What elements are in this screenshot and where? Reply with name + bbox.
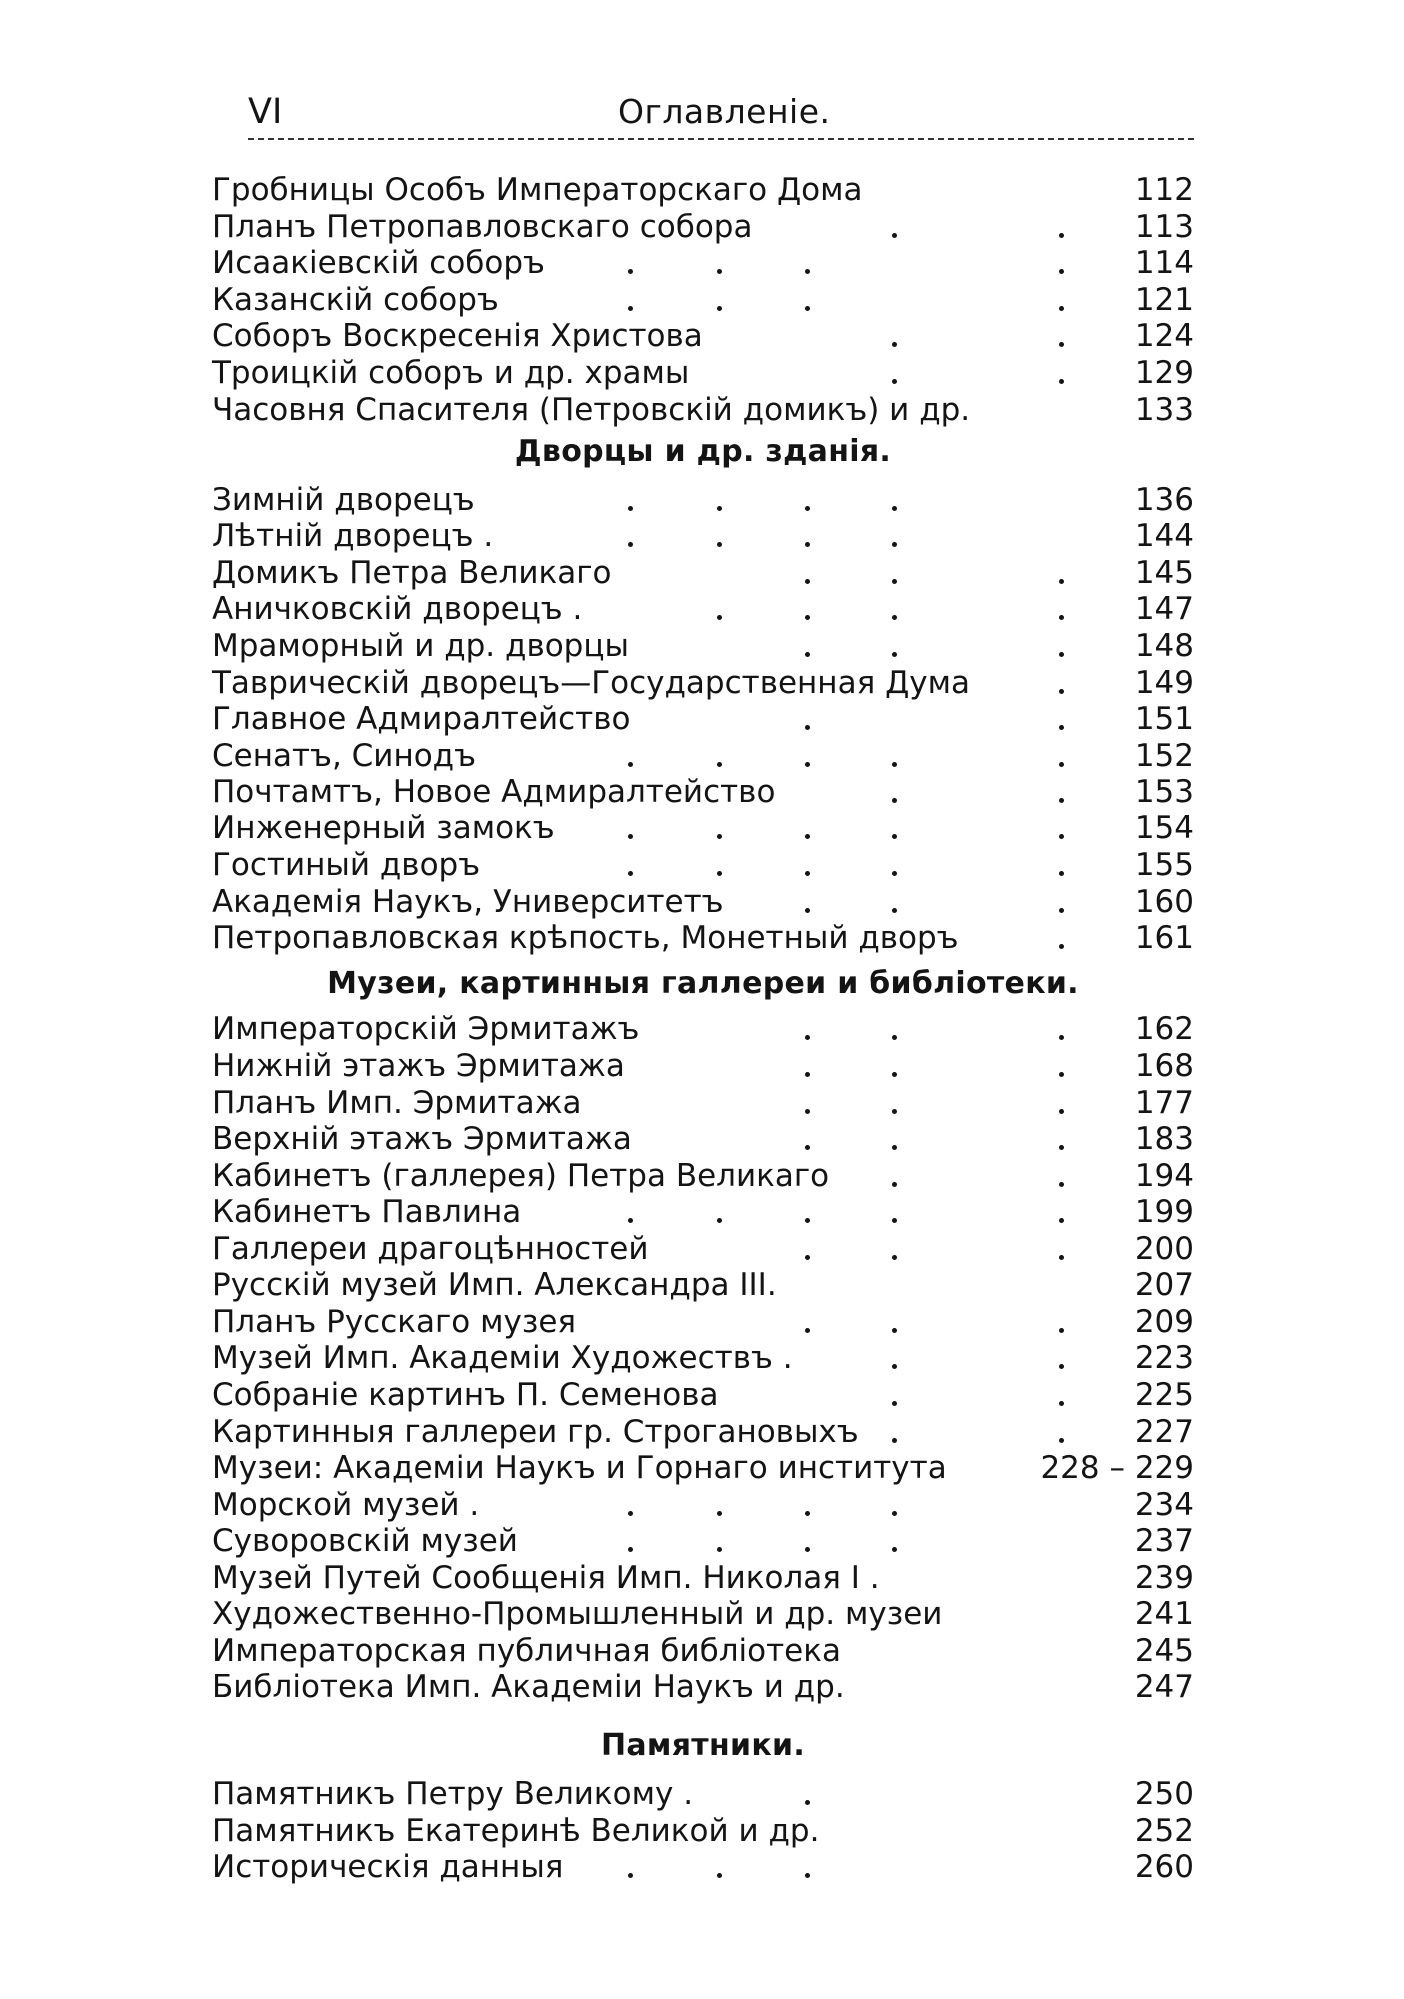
- toc-entry-title: Соборъ Воскресенія Христова: [212, 318, 703, 354]
- leader-dot: [805, 542, 810, 547]
- section-heading: Музеи, картинныя галлереи и библіотеки.: [327, 966, 1079, 1001]
- toc-entry-title: Сенатъ, Синодъ: [212, 738, 477, 774]
- toc-entry-page: 234: [1134, 1487, 1194, 1523]
- toc-entry: [212, 774, 1194, 811]
- leader-dot: [892, 1218, 897, 1223]
- leader-dot: [1059, 1035, 1064, 1040]
- toc-entry: [212, 209, 1194, 246]
- leader-dot: [1059, 1438, 1064, 1443]
- leader-dot: [1059, 1364, 1064, 1369]
- leader-dot: [628, 269, 633, 274]
- toc-entry-page: 200: [1134, 1231, 1194, 1267]
- toc-entry: [212, 665, 1194, 702]
- leader-dot: [628, 1511, 633, 1516]
- leader-dot: [628, 1873, 633, 1878]
- toc-entry: [212, 245, 1194, 282]
- toc-entry-title: Морской музей .: [212, 1487, 480, 1523]
- toc-entry: [212, 1011, 1194, 1048]
- toc-entry-page: 148: [1134, 628, 1194, 664]
- toc-entry-title: Мраморный и др. дворцы: [212, 628, 629, 664]
- toc-entry: [212, 701, 1194, 738]
- toc-entry-title: Библіотека Имп. Академіи Наукъ и др.: [212, 1669, 845, 1705]
- toc-entry: [212, 1523, 1194, 1560]
- toc-entry: [212, 555, 1194, 592]
- toc-entry-title: Исаакіевскій соборъ: [212, 245, 545, 281]
- toc-entry-page: 153: [1134, 774, 1194, 810]
- leader-dot: [1059, 379, 1064, 384]
- leader-dot: [1059, 871, 1064, 876]
- toc-entry: [212, 1158, 1194, 1195]
- leader-dot: [892, 1328, 897, 1333]
- leader-dot: [805, 762, 810, 767]
- leader-dot: [892, 342, 897, 347]
- toc-entry-page: 154: [1134, 810, 1194, 846]
- toc-entry-title: Гробницы Особъ Императорскаго Дома: [212, 172, 863, 208]
- leader-dot: [892, 1182, 897, 1187]
- toc-entry-page: 114: [1134, 245, 1194, 281]
- leader-dot: [805, 306, 810, 311]
- toc-entry-page: 237: [1134, 1523, 1194, 1559]
- toc-entry-page: 161: [1134, 920, 1194, 956]
- toc-entry-title: Нижній этажъ Эрмитажа: [212, 1048, 625, 1084]
- leader-dot: [805, 1800, 810, 1805]
- toc-entry-title: Планъ Петропавловскаго собора: [212, 209, 753, 245]
- leader-dot: [1059, 1401, 1064, 1406]
- toc-entry-page: 155: [1134, 847, 1194, 883]
- leader-dot: [805, 1109, 810, 1114]
- leader-dot: [628, 1218, 633, 1223]
- toc-entry-page: 168: [1134, 1048, 1194, 1084]
- toc-entry: [212, 1340, 1194, 1377]
- toc-entry-title: Троицкій соборъ и др. храмы: [212, 355, 690, 391]
- toc-entry-title: Почтамтъ, Новое Адмиралтейство: [212, 774, 776, 810]
- leader-dot: [892, 233, 897, 238]
- leader-dot: [805, 1035, 810, 1040]
- toc-entry-title: Академія Наукъ, Университетъ: [212, 884, 724, 920]
- leader-dot: [717, 871, 722, 876]
- toc-entry-page: 207: [1134, 1267, 1194, 1303]
- leader-dot: [892, 506, 897, 511]
- leader-dot: [717, 1873, 722, 1878]
- toc-entry-page: 162: [1134, 1011, 1194, 1047]
- toc-entry-page: 228 – 229: [1040, 1450, 1194, 1486]
- toc-entry-title: Гостиный дворъ: [212, 847, 481, 883]
- toc-entry-title: Памятникъ Екатеринѣ Великой и др.: [212, 1813, 820, 1849]
- toc-entry-title: Художественно-Промышленный и др. музеи: [212, 1596, 943, 1632]
- leader-dot: [717, 506, 722, 511]
- toc-entry-title: Императорская публичная библіотека: [212, 1633, 841, 1669]
- toc-entry-page: 113: [1134, 209, 1194, 245]
- leader-dot: [1059, 579, 1064, 584]
- toc-entry-title: Планъ Имп. Эрмитажа: [212, 1085, 582, 1121]
- leader-dot: [717, 762, 722, 767]
- toc-entry-page: 145: [1134, 555, 1194, 591]
- toc-entry-title: Галлереи драгоцѣнностей: [212, 1231, 649, 1267]
- toc-entry: [212, 591, 1194, 628]
- toc-entry: [212, 282, 1194, 319]
- toc-entry: [212, 518, 1194, 555]
- page-number: VI: [248, 92, 283, 132]
- toc-entry-page: 225: [1134, 1377, 1194, 1413]
- toc-entry-page: 245: [1134, 1633, 1194, 1669]
- toc-entry-title: Памятникъ Петру Великому .: [212, 1776, 694, 1812]
- toc-entry-title: Аничковскій дворецъ .: [212, 591, 583, 627]
- leader-dot: [717, 1511, 722, 1516]
- leader-dot: [892, 1145, 897, 1150]
- leader-dot: [892, 379, 897, 384]
- toc-entry: [212, 1267, 1194, 1304]
- toc-entry-page: 160: [1134, 884, 1194, 920]
- toc-entry: [212, 1669, 1194, 1706]
- toc-entry-title: Суворовскій музей: [212, 1523, 518, 1559]
- leader-dot: [892, 615, 897, 620]
- leader-dot: [717, 1218, 722, 1223]
- leader-dot: [628, 834, 633, 839]
- toc-entry-page: 250: [1134, 1776, 1194, 1812]
- leader-dot: [628, 1547, 633, 1552]
- leader-dot: [805, 1072, 810, 1077]
- toc-entry: [212, 847, 1194, 884]
- leader-dot: [1059, 306, 1064, 311]
- leader-dot: [805, 834, 810, 839]
- leader-dot: [1059, 615, 1064, 620]
- leader-dot: [717, 542, 722, 547]
- leader-dot: [1059, 1218, 1064, 1223]
- leader-dot: [717, 1547, 722, 1552]
- toc-entry-title: Историческія данныя: [212, 1849, 564, 1885]
- toc-entry: [212, 884, 1194, 921]
- toc-entry: [212, 482, 1194, 519]
- toc-entry-page: 223: [1134, 1340, 1194, 1376]
- leader-dot: [1059, 1109, 1064, 1114]
- toc-entry-title: Собраніе картинъ П. Семенова: [212, 1377, 719, 1413]
- leader-dot: [1059, 762, 1064, 767]
- toc-entry: [212, 1487, 1194, 1524]
- toc-entry-title: Картинныя галлереи гр. Строгановыхъ: [212, 1414, 859, 1450]
- leader-dot: [1059, 233, 1064, 238]
- toc-entry-title: Инженерный замокъ: [212, 810, 555, 846]
- leader-dot: [805, 1873, 810, 1878]
- leader-dot: [805, 1511, 810, 1516]
- leader-dot: [717, 615, 722, 620]
- toc-entry: [212, 1048, 1194, 1085]
- toc-entry-title: Главное Адмиралтейство: [212, 701, 631, 737]
- leader-dot: [892, 542, 897, 547]
- toc-entry-title: Музей Имп. Академіи Художествъ .: [212, 1340, 793, 1376]
- toc-entry: [212, 355, 1194, 392]
- leader-dot: [892, 1072, 897, 1077]
- toc-entry: [212, 1377, 1194, 1414]
- leader-dot: [805, 871, 810, 876]
- toc-entry: [212, 1414, 1194, 1451]
- toc-entry-page: 112: [1134, 172, 1194, 208]
- leader-dot: [892, 762, 897, 767]
- toc-entry: [212, 628, 1194, 665]
- toc-entry: [212, 172, 1194, 209]
- toc-entry: [212, 1450, 1194, 1487]
- toc-entry: [212, 1121, 1194, 1158]
- leader-dot: [892, 1401, 897, 1406]
- leader-dot: [717, 269, 722, 274]
- toc-entry: [212, 1633, 1194, 1670]
- leader-dot: [628, 762, 633, 767]
- toc-entry: [212, 1085, 1194, 1122]
- toc-entry-page: 241: [1134, 1596, 1194, 1632]
- toc-entry-page: 183: [1134, 1121, 1194, 1157]
- toc-entry-title: Планъ Русскаго музея: [212, 1304, 577, 1340]
- leader-dot: [717, 834, 722, 839]
- toc-entry-title: Лѣтній дворецъ .: [212, 518, 494, 554]
- page-title: Оглавленіе.: [618, 92, 831, 131]
- toc-entry-page: 194: [1134, 1158, 1194, 1194]
- toc-entry: [212, 392, 1194, 429]
- leader-dot: [1059, 342, 1064, 347]
- leader-dot: [1059, 834, 1064, 839]
- leader-dot: [628, 871, 633, 876]
- leader-dot: [805, 579, 810, 584]
- section-heading: Памятники.: [600, 1728, 806, 1763]
- toc-entry: [212, 1849, 1194, 1886]
- leader-dot: [1059, 908, 1064, 913]
- toc-entry-page: 209: [1134, 1304, 1194, 1340]
- toc-entry: [212, 1776, 1194, 1813]
- leader-dot: [805, 652, 810, 657]
- leader-dot: [628, 542, 633, 547]
- leader-dot: [805, 725, 810, 730]
- toc-entry: [212, 810, 1194, 847]
- toc-entry-page: 149: [1134, 665, 1194, 701]
- leader-dot: [892, 1364, 897, 1369]
- leader-dot: [1059, 1255, 1064, 1260]
- leader-dot: [1059, 1328, 1064, 1333]
- leader-dot: [717, 306, 722, 311]
- leader-dot: [1059, 1145, 1064, 1150]
- leader-dot: [1059, 269, 1064, 274]
- leader-dot: [805, 908, 810, 913]
- leader-dot: [805, 1218, 810, 1223]
- toc-entry: [212, 1231, 1194, 1268]
- toc-entry-page: 247: [1134, 1669, 1194, 1705]
- leader-dot: [1059, 944, 1064, 949]
- toc-entry-title: Музеи: Академіи Наукъ и Горнаго института: [212, 1450, 947, 1486]
- toc-entry-page: 152: [1134, 738, 1194, 774]
- leader-dot: [1059, 689, 1064, 694]
- leader-dot: [892, 1511, 897, 1516]
- toc-entry-page: 239: [1134, 1560, 1194, 1596]
- toc-entry-title: Домикъ Петра Великаго: [212, 555, 612, 591]
- toc-entry-title: Таврическій дворецъ—Государственная Дума: [212, 665, 971, 701]
- leader-dot: [892, 579, 897, 584]
- toc-entry-page: 260: [1134, 1849, 1194, 1885]
- leader-dot: [805, 1145, 810, 1150]
- toc-entry-title: Кабинетъ (галлерея) Петра Великаго: [212, 1158, 830, 1194]
- toc-entry-page: 121: [1134, 282, 1194, 318]
- leader-dot: [892, 1255, 897, 1260]
- toc-entry-page: 227: [1134, 1414, 1194, 1450]
- leader-dot: [892, 1109, 897, 1114]
- toc-entry-page: 136: [1134, 482, 1194, 518]
- toc-entry-title: Кабинетъ Павлина: [212, 1194, 522, 1230]
- toc-entry: [212, 1813, 1194, 1850]
- toc-entry: [212, 1560, 1194, 1597]
- toc-entry-title: Казанскій соборъ: [212, 282, 499, 318]
- leader-dot: [892, 798, 897, 803]
- toc-entry-page: 124: [1134, 318, 1194, 354]
- leader-dot: [805, 506, 810, 511]
- toc-entry-title: Музей Путей Сообщенія Имп. Николая I .: [212, 1560, 880, 1596]
- toc-entry-title: Часовня Спасителя (Петровскій домикъ) и др.: [212, 392, 971, 428]
- section-heading: Дворцы и др. зданія.: [514, 434, 892, 469]
- leader-dot: [892, 871, 897, 876]
- leader-dot: [1059, 652, 1064, 657]
- leader-dot: [628, 306, 633, 311]
- toc-entry: [212, 738, 1194, 775]
- leader-dot: [805, 1255, 810, 1260]
- leader-dot: [1059, 725, 1064, 730]
- toc-entry-title: Верхній этажъ Эрмитажа: [212, 1121, 632, 1157]
- toc-entry-page: 147: [1134, 591, 1194, 627]
- toc-entry: [212, 1596, 1194, 1633]
- leader-dot: [892, 652, 897, 657]
- toc-entry: [212, 1304, 1194, 1341]
- leader-dot: [805, 269, 810, 274]
- leader-dot: [892, 1438, 897, 1443]
- toc-entry-page: 151: [1134, 701, 1194, 737]
- leader-dot: [805, 1547, 810, 1552]
- toc-entry-title: Императорскій Эрмитажъ: [212, 1011, 640, 1047]
- leader-dot: [892, 834, 897, 839]
- leader-dot: [628, 506, 633, 511]
- toc-entry-page: 199: [1134, 1194, 1194, 1230]
- toc-entry-title: Зимній дворецъ: [212, 482, 475, 518]
- toc-entry-page: 144: [1134, 518, 1194, 554]
- toc-entry-page: 252: [1134, 1813, 1194, 1849]
- leader-dot: [892, 1035, 897, 1040]
- toc-entry-page: 177: [1134, 1085, 1194, 1121]
- toc-entry: [212, 920, 1194, 957]
- leader-dot: [805, 615, 810, 620]
- toc-entry-page: 129: [1134, 355, 1194, 391]
- leader-dot: [805, 1328, 810, 1333]
- toc-entry: [212, 318, 1194, 355]
- leader-dot: [1059, 798, 1064, 803]
- leader-dot: [892, 1547, 897, 1552]
- toc-entry: [212, 1194, 1194, 1231]
- page-header: [248, 92, 1194, 142]
- toc-entry-title: Петропавловская крѣпость, Монетный дворъ: [212, 920, 959, 956]
- toc-entry-page: 133: [1134, 392, 1194, 428]
- leader-dot: [1059, 1072, 1064, 1077]
- toc-entry-title: Русскій музей Имп. Александра III.: [212, 1267, 777, 1303]
- header-rule: [248, 138, 1194, 140]
- leader-dot: [892, 908, 897, 913]
- leader-dot: [1059, 1182, 1064, 1187]
